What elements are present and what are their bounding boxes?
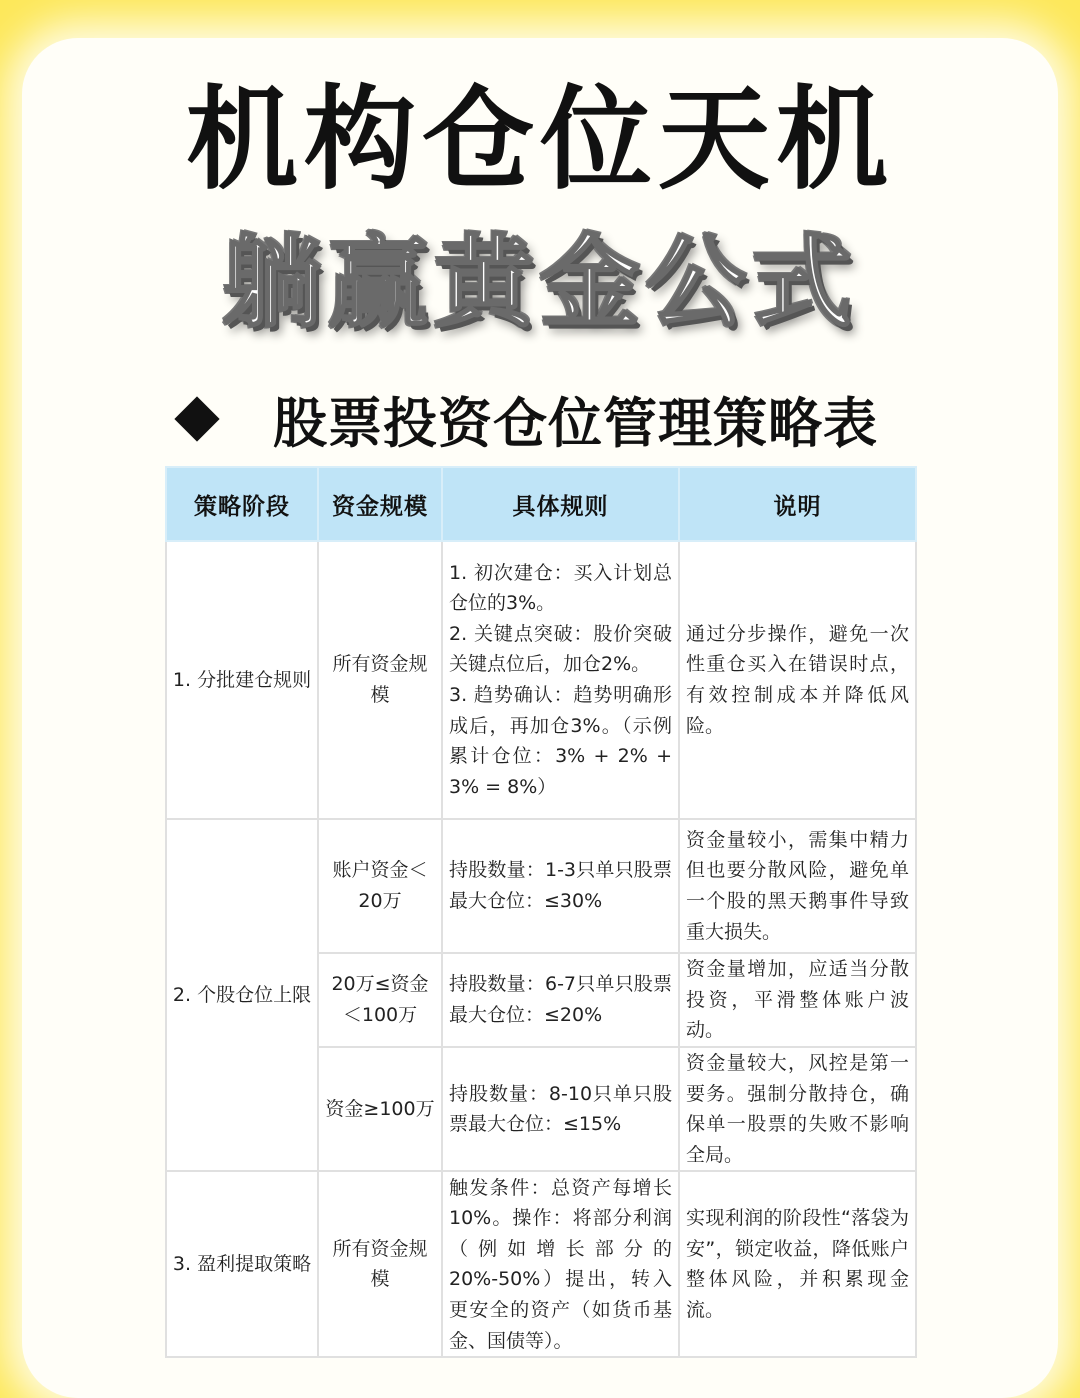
strategy-table [165, 466, 917, 1358]
scale-cell: 资金≥100万 [318, 1047, 442, 1171]
stage-cell: 3. 盈利提取策略 [166, 1171, 318, 1357]
rule-line: 3. 趋势确认：趋势明确形成后，再加仓3%。（示例累计仓位：3% + 2% + 3% = 8%） [449, 684, 672, 798]
section-heading [175, 382, 935, 456]
header-scale: 资金规模 [318, 467, 442, 541]
note-cell: 实现利润的阶段性“落袋为安”，锁定收益，降低账户整体风险，并积累现金流。 [679, 1171, 916, 1357]
table-row [166, 1171, 916, 1357]
rules-cell [442, 541, 679, 819]
note-cell: 资金量较小，需集中精力但也要分散风险，避免单一个股的黑天鹅事件导致重大损失。 [679, 819, 916, 953]
scale-cell: 所有资金规模 [318, 541, 442, 819]
scale-cell: 账户资金＜20万 [318, 819, 442, 953]
table-row [166, 819, 916, 953]
stage-cell: 2. 个股仓位上限 [166, 819, 318, 1171]
header-rules: 具体规则 [442, 467, 679, 541]
rules-cell: 持股数量：8-10只单只股票最大仓位：≤15% [442, 1047, 679, 1171]
table-row [166, 541, 916, 819]
section-title: 股票投资仓位管理策略表 [273, 391, 878, 455]
rules-cell: 触发条件：总资产每增长10%。操作：将部分利润（例如增长部分的20%-50%）提出，转入更安全的资产（如货币基金、国债等）。 [442, 1171, 679, 1357]
page-title: 机构仓位天机 [186, 75, 894, 205]
header-note: 说明 [679, 467, 916, 541]
note-cell: 通过分步操作，避免一次性重仓买入在错误时点，有效控制成本并降低风险。 [679, 541, 916, 819]
rules-cell: 持股数量：1-3只单只股票最大仓位：≤30% [442, 819, 679, 953]
header-stage: 策略阶段 [166, 467, 318, 541]
page-subtitle: 躺赢黄金公式 [222, 224, 858, 341]
rules-cell: 持股数量：6-7只单只股票最大仓位：≤20% [442, 953, 679, 1047]
table-header-row [166, 467, 916, 541]
rule-line: 1. 初次建仓：买入计划总仓位的3%。 [449, 561, 672, 615]
note-cell: 资金量较大，风控是第一要务。强制分散持仓，确保单一股票的失败不影响全局。 [679, 1047, 916, 1171]
scale-cell: 所有资金规模 [318, 1171, 442, 1357]
rule-line: 2. 关键点突破：股价突破关键点位后，加仓2%。 [449, 622, 672, 676]
diamond-bullet-icon [174, 396, 219, 441]
scale-cell: 20万≤资金＜100万 [318, 953, 442, 1047]
note-cell: 资金量增加，应适当分散投资，平滑整体账户波动。 [679, 953, 916, 1047]
stage-cell: 1. 分批建仓规则 [166, 541, 318, 819]
